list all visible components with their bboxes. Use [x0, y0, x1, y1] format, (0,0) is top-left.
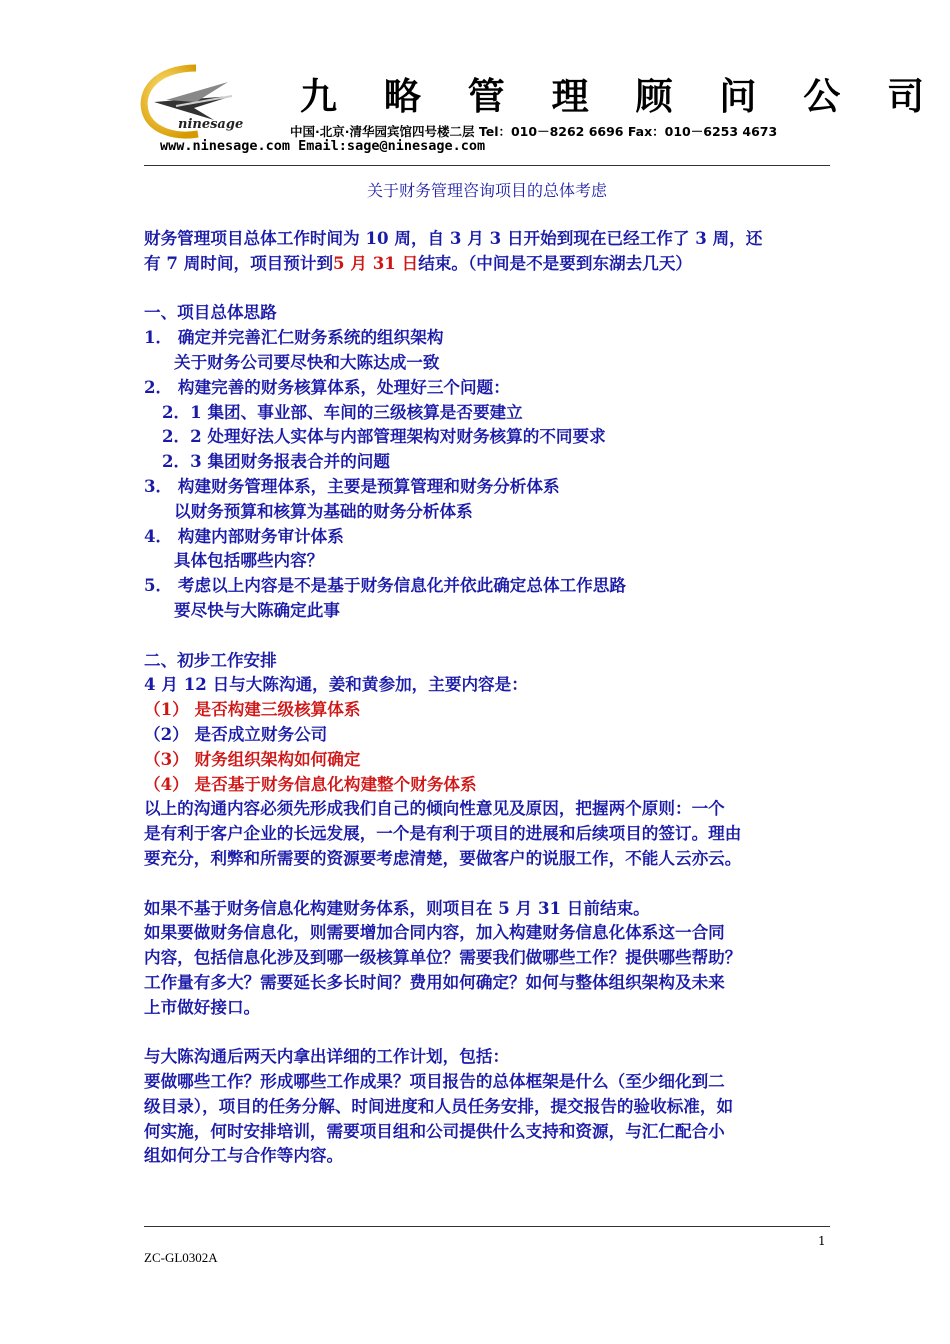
section1-item-2-1: 2．1 集团、事业部、车间的三级核算是否要建立 — [162, 401, 523, 422]
section1-item-3: 3． 构建财务管理体系，主要是预算管理和财务分析体系 — [144, 475, 560, 496]
section1-item-2: 2． 构建完善的财务核算体系，处理好三个问题： — [144, 376, 510, 397]
company-web-email: www.ninesage.com Email:sage@ninesage.com — [160, 138, 486, 154]
intro-line-1: 财务管理项目总体工作时间为 10 周，自 3 月 3 日开始到现在已经工作了 3 周，还 — [144, 228, 763, 248]
company-name: 九 略 管 理 顾 问 公 司 — [300, 74, 942, 118]
paragraph-5-line-4: 组如何分工与合作等内容。 — [144, 1145, 344, 1166]
section1-item-2-2: 2．2 处理好法人实体与内部管理架构对财务核算的不同要求 — [162, 426, 606, 447]
document-title: 关于财务管理咨询项目的总体考虑 — [366, 181, 607, 200]
logo-text: ninesage — [178, 117, 244, 132]
document-body — [144, 226, 834, 1168]
meeting-point-4: （4） 是否基于财务信息化构建整个财务体系 — [144, 773, 477, 794]
section1-item-1: 1． 确定并完善汇仁财务系统的组织架构 — [144, 327, 444, 348]
section1-item-4: 4． 构建内部财务审计体系 — [144, 525, 344, 546]
paragraph-1-line-3: 要充分，利弊和所需要的资源要考虑清楚，要做客户的说服工作，不能人云亦云。 — [144, 847, 742, 868]
section1-item-5: 5． 考虑以上内容是不是基于财务信息化并依此确定总体工作思路 — [144, 575, 626, 596]
paragraph-3-line-1: 如果要做财务信息化，则需要增加合同内容，加入构建财务信息化体系这一合同 — [144, 922, 725, 943]
footer-divider — [144, 1226, 830, 1227]
document-code: ZC-GL0302A — [144, 1250, 218, 1265]
paragraph-3-line-3: 工作量有多大？需要延长多长时间？费用如何确定？如何与整体组织架构及未来 — [144, 971, 725, 992]
section2-heading: 二、初步工作安排 — [144, 649, 277, 670]
page-number: 1 — [818, 1234, 826, 1248]
section1-heading: 一、项目总体思路 — [144, 302, 277, 323]
paragraph-3-line-4: 上市做好接口。 — [144, 996, 261, 1017]
company-logo — [136, 62, 264, 142]
section1-item-3-note: 以财务预算和核算为基础的财务分析体系 — [174, 500, 473, 521]
section1-item-2-3: 2．3 集团财务报表合并的问题 — [162, 451, 390, 472]
end-date: 5 月 31 日 — [333, 252, 419, 273]
meeting-point-1: （1） 是否构建三级核算体系 — [144, 699, 361, 720]
section1-item-1-note: 关于财务公司要尽快和大陈达成一致 — [174, 351, 440, 372]
company-address: 中国·北京·清华园宾馆四号楼二层 Tel：010－8262 6696 Fax：010－6253 4673 — [290, 124, 778, 139]
paragraph-5-line-2: 级目录），项目的任务分解、时间进度和人员任务安排，提交报告的验收标准，如 — [144, 1095, 734, 1116]
intro-line-2: 有 7 周时间，项目预计到5 月 31 日结束。（中间是不是要到东湖去几天） — [144, 252, 693, 273]
section1-item-4-note: 具体包括哪些内容？ — [174, 550, 324, 571]
meeting-line: 4 月 12 日与大陈沟通，姜和黄参加，主要内容是： — [144, 674, 528, 695]
meeting-point-3: （3） 财务组织架构如何确定 — [144, 748, 361, 769]
paragraph-3-line-2: 内容，包括信息化涉及到哪一级核算单位？需要我们做哪些工作？提供哪些帮助？ — [144, 947, 742, 968]
paragraph-2: 如果不基于财务信息化构建财务体系，则项目在 5 月 31 日前结束。 — [144, 897, 650, 918]
paragraph-5-line-1: 要做哪些工作？形成哪些工作成果？项目报告的总体框架是什么（至少细化到二 — [144, 1071, 725, 1092]
header-divider — [144, 165, 830, 166]
paragraph-5-line-3: 何实施，何时安排培训，需要项目组和公司提供什么支持和资源，与汇仁配合小 — [144, 1120, 725, 1141]
meeting-point-2: （2） 是否成立财务公司 — [144, 723, 328, 744]
paragraph-4: 与大陈沟通后两天内拿出详细的工作计划，包括： — [144, 1046, 510, 1067]
section1-item-5-note: 要尽快与大陈确定此事 — [174, 599, 340, 620]
paragraph-1-line-2: 是有利于客户企业的长远发展，一个是有利于项目的进展和后续项目的签订。理由 — [144, 823, 742, 844]
paragraph-1-line-1: 以上的沟通内容必须先形成我们自己的倾向性意见及原因，把握两个原则：一个 — [144, 798, 725, 819]
